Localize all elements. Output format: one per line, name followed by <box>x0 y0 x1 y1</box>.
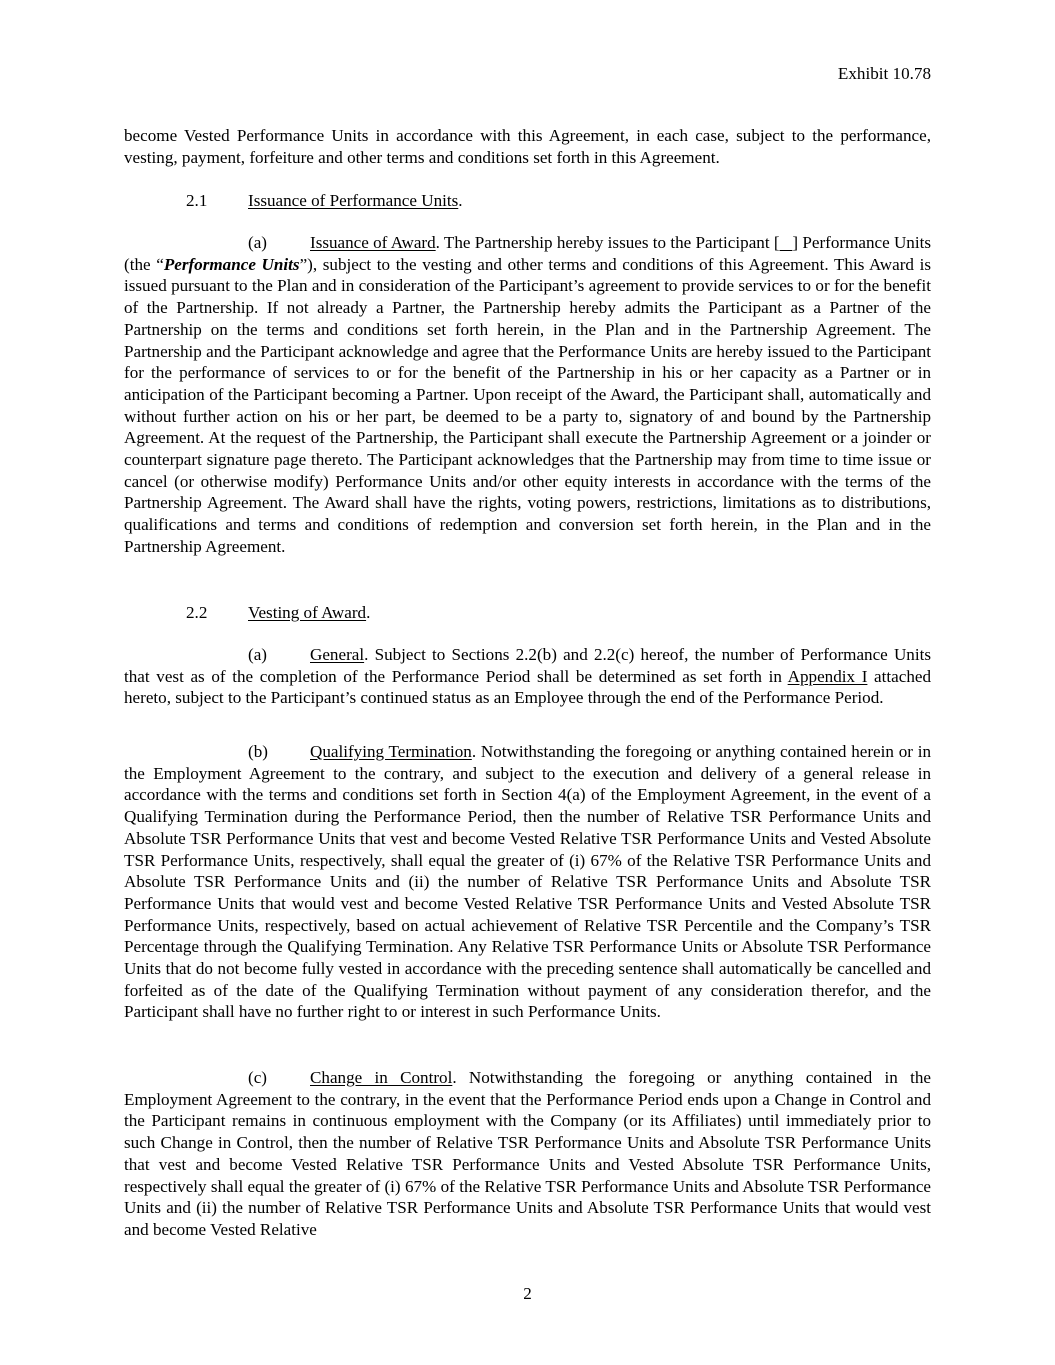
section-2-2-c: (c) Change in Control. Notwithstanding the foregoing or anything contained in the Employment Agreement to the contrary, in the event that the Performance Period ends upon a Change in Control and the Participant remains in continuous employment with the Company (or its Affiliates) until immediately prior to such Change in Control, then the number of Relative TSR Performance Units and Absolute TSR Performance Units that vest and become Vested Relative TSR Performance Units and Vested Absolute TSR Performance Units, respectively shall equal the greater of (i) 67% of the Relative TSR Performance Units and Absolute TSR Performance Units and (ii) the number of Relative TSR Performance Units and Absolute TSR Performance Units that would vest and become Vested Relative <box>124 1068 931 1239</box>
section-2-2-b: (b) Qualifying Termination. Notwithstanding the foregoing or anything contained herein or in the Employment Agreement to the contrary, and subject to the execution and delivery of a general release in accordance with the terms and conditions set forth in Section 4(a) of the Employment Agreement, in the event of a Qualifying Termination during the Performance Period, then the number of Relative TSR Performance Units and Absolute TSR Performance Units that vest and become Vested Relative TSR Performance Units and Vested Absolute TSR Performance Units, respectively, shall equal the greater of (i) 67% of the Relative TSR Performance Units and Absolute TSR Performance Units and (ii) the number of Relative TSR Performance Units and Absolute TSR Performance Units that would vest and become Vested Relative TSR Performance Units and Vested Absolute TSR Performance Units, respectively, based on actual achievement of Relative TSR Percentile and the Company’s TSR Percentage through the Qualifying Termination. Any Relative TSR Performance Units or Absolute TSR Performance Units that do not become fully vested in accordance with the preceding sentence shall automatically be cancelled and forfeited as of the date of the Qualifying Termination without payment of any consideration therefor, and the Participant shall have no further right to or interest in such Performance Units. <box>124 742 931 1022</box>
intro-text: become Vested Performance Units in accordance with this Agreement, in each case, subject to the performance, vesting, payment, forfeiture and other terms and conditions set forth in this Agreement. <box>124 126 931 167</box>
section-number: 2.1 <box>186 191 208 210</box>
blank-field <box>780 233 793 252</box>
clause-title: Change in Control <box>310 1068 453 1087</box>
section-title: Issuance of Performance Units <box>248 191 459 210</box>
clause-title: General <box>310 645 365 664</box>
section-title: Vesting of Award <box>248 603 367 622</box>
clause-title: Issuance of Award <box>310 233 436 252</box>
clause-label: (c) <box>248 1068 267 1087</box>
clause-label: (b) <box>248 742 268 761</box>
clause-title: Qualifying Termination <box>310 742 472 761</box>
section-number: 2.2 <box>186 603 208 622</box>
defined-term: Performance Units <box>163 254 300 274</box>
intro-paragraph <box>124 125 931 168</box>
page-number: 2 <box>523 1284 532 1303</box>
section-2-2-a: (a) General. Subject to Sections 2.2(b) and 2.2(c) hereof, the number of Performance Units that vest as of the completion of the Performance Period shall be determined as set forth in Appendix I attached hereto, subject to the Participant’s continued status as an Employee through the end of the Performance Period. <box>124 645 931 708</box>
section-2-1-a: (a) Issuance of Award. The Partnership hereby issues to the Participant [ ] Performance Units (the “Performance Units”), subject to the vesting and other terms and conditions of this Agreement. This Award is issued pursuant to the Plan and in consideration of the Participant’s agreement to provide services to or for the benefit of the Partnership. If not already a Partner, the Partnership hereby admits the Participant as a Partner of the Partnership on the terms and conditions set forth herein, in the Plan and in the Partnership Agreement. The Partnership and the Participant acknowledge and agree that the Performance Units are hereby issued to the Participant for the performance of services to or for the benefit of the Partnership in his or her capacity as a Partner or in anticipation of the Participant becoming a Partner. Upon receipt of the Award, the Participant shall, automatically and without further action on his or her part, be deemed to be a party to, signatory of and bound by the Partnership Agreement. At the request of the Partnership, the Participant shall execute the Partnership Agreement or a joinder or counterpart signature page thereto. The Participant acknowledges that the Partnership may from time to time issue or cancel (or otherwise modify) Performance Units and/or other equity interests in accordance with the terms of the Partnership Agreement. The Award shall have the rights, voting powers, restrictions, limitations as to distributions, qualifications and terms and conditions of redemption and conversion set forth herein, in the Plan and in the Partnership Agreement. <box>124 233 932 556</box>
clause-label: (a) <box>248 233 267 252</box>
section-2-2-heading: 2.2 Vesting of Award. <box>186 603 371 622</box>
clause-label: (a) <box>248 645 267 664</box>
appendix-reference: Appendix I <box>787 666 868 686</box>
exhibit-label: Exhibit 10.78 <box>837 64 931 83</box>
section-2-1-heading: 2.1 Issuance of Performance Units. <box>186 191 463 210</box>
